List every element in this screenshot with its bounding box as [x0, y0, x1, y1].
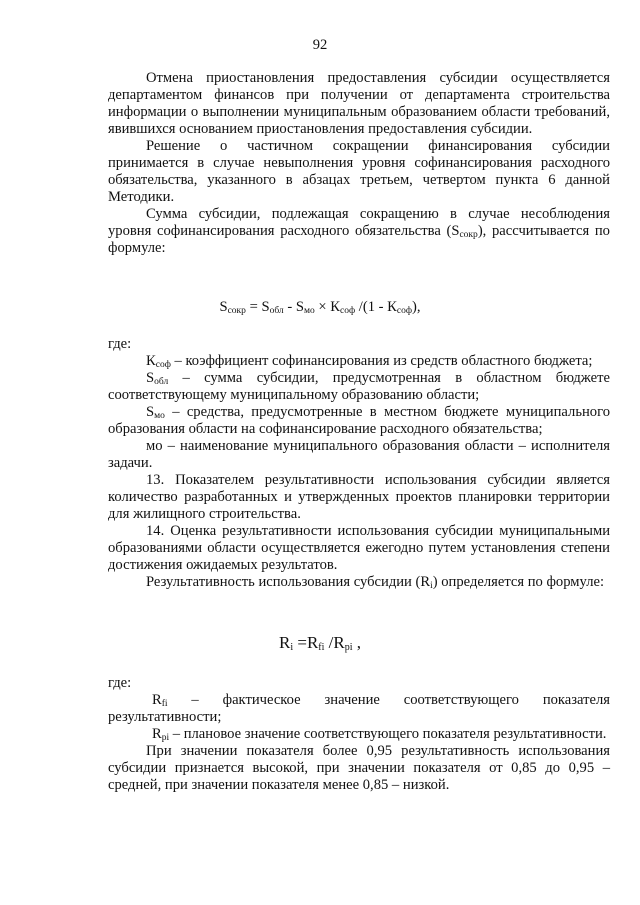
- definitions-block-2: [108, 675, 610, 794]
- definitions-block-1: [108, 336, 610, 591]
- paragraph-13: 13. Показателем результативности использования субсидии является количество разработанных и утвержденных проектов планировки территории для жилищного строительства.: [108, 472, 610, 522]
- paragraph-partial-reduction: Решение о частичном сокращении финансирования субсидии принимается в случае невыполнения уровня софинансирования расходного обязательства, указанного в абзацах третьем, четвертом пункта 6 данной Методики.: [108, 138, 610, 205]
- definition-s-mo: $S_{мо}$ – средства, предусмотренные в местном бюджете муниципального образования области на софинансирование расходного обязательства;: [108, 404, 610, 437]
- formula-result: $R_i =R_{fi}$ $/R_{pi}$ ,: [278, 633, 361, 653]
- paragraph-14: 14. Оценка результативности использования субсидии муниципальными образованиями области осуществляется ежегодно путем установления степени достижения ожидаемых результатов.: [108, 523, 610, 573]
- definition-mo: мо – наименование муниципального образования области – исполнителя задачи.: [108, 438, 610, 471]
- text-block-top: [108, 70, 610, 257]
- paragraph-cancel-suspension: Отмена приостановления предоставления субсидии осуществляется департаментом финансов при получении от департамента строительства информации о выполнении муниципальным образованием области требований, явившихся основанием приостановления предоставления субсидии.: [108, 70, 610, 137]
- page-number: 92: [312, 37, 328, 53]
- paragraph-final: При значении показателя более 0,95 результативность использования субсидии признается высокой, при значении показателя от 0,85 до 0,95 – средней, при значении показателя менее 0,85 – низкой.: [108, 743, 610, 793]
- definition-s-obl: $S_{обл}$ – сумма субсидии, предусмотренная в областном бюджете соответствующему муниципальному образованию области;: [108, 370, 610, 403]
- definition-k-sof: $К_{соф}$ – коэффициент софинансирования из средств областного бюджета;: [146, 353, 593, 370]
- where-label-2: где:: [108, 675, 132, 691]
- paragraph-result-intro: Результативность использования субсидии $(R_i)$ определяется по формуле:: [146, 574, 605, 591]
- formula-reduction: $S_{сокр} = S_{обл} - S_{мо} \times К_{соф}$ $/(1 - К_{соф})$,: [219, 299, 421, 316]
- paragraph-reduction-amount: Сумма субсидии, подлежащая сокращению в случае несоблюдения уровня софинансирования расходного обязательства $(S_{сокр})$, рассчитывается по формуле:: [108, 206, 610, 256]
- definition-r-pi: $R_{pi}$ – плановое значение соответствующего показателя результативности.: [152, 726, 607, 743]
- where-label-1: где:: [108, 336, 132, 352]
- definition-r-fi: $R_{fi}$ – фактическое значение соответствующего показателя результативности;: [108, 692, 610, 725]
